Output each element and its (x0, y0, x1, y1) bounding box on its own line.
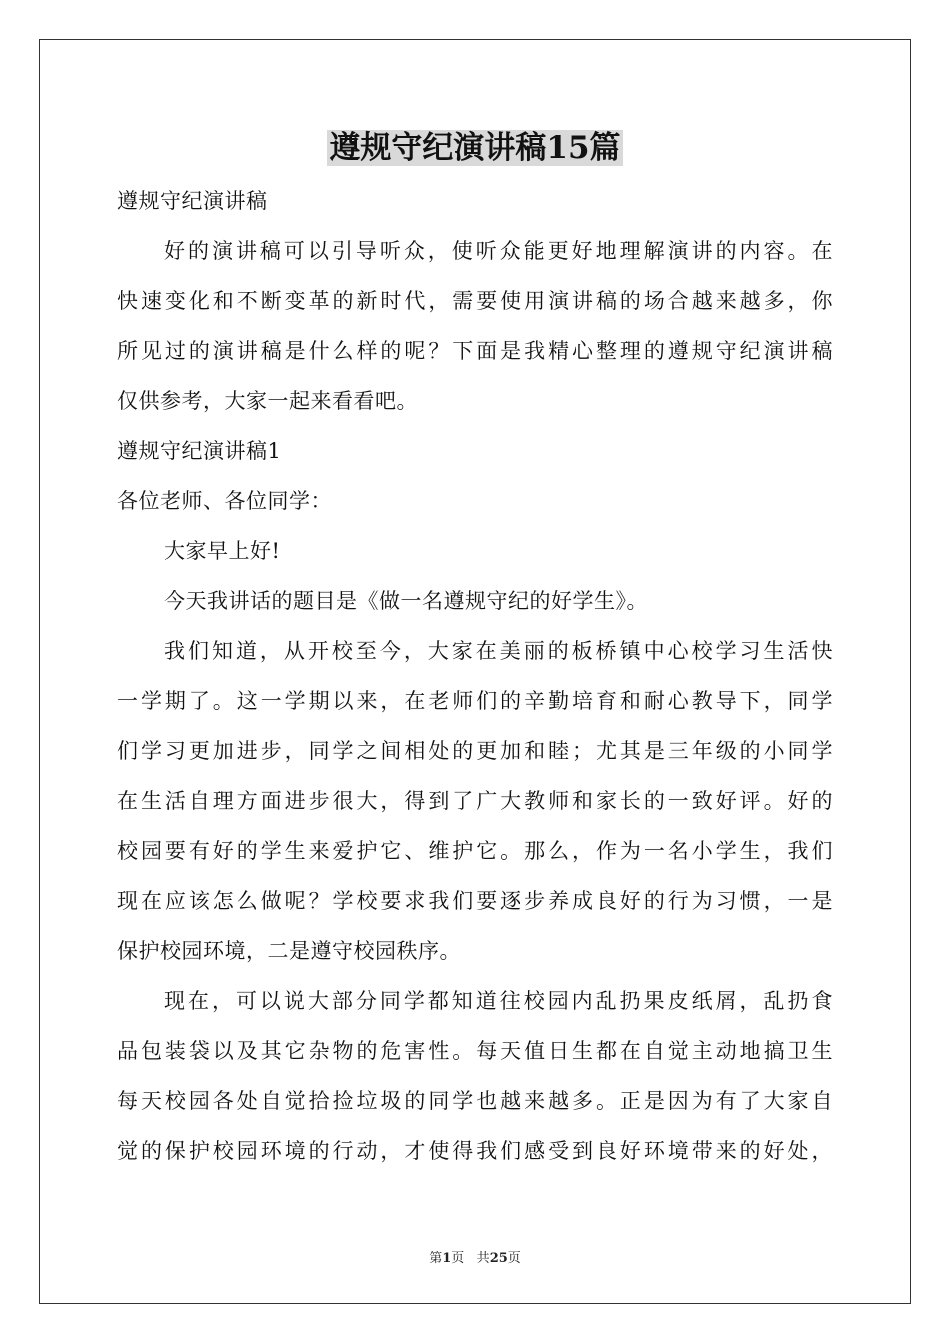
footer-total-pages: 25 (489, 1251, 508, 1266)
footer-current-page: 1 (442, 1251, 452, 1266)
document-body (117, 176, 833, 1176)
text-line: 我们知道，从开校至今，大家在美丽的板桥镇中心校学习生活快 (164, 639, 833, 663)
document-title-text: 遵规守纪演讲稿15篇 (329, 130, 621, 166)
footer-page-suffix: 页 (451, 1251, 465, 1266)
text-line: 品包装袋以及其它杂物的危害性。每天值日生都在自觉主动地搞卫生 (117, 1039, 833, 1063)
footer-total-suffix: 页 (507, 1251, 521, 1266)
text-line: 现在，可以说大部分同学都知道往校园内乱扔果皮纸屑，乱扔食 (164, 989, 833, 1013)
text-line: 今天我讲话的题目是《做一名遵规守纪的好学生》。 (164, 589, 648, 613)
text-line: 各位老师、各位同学： (117, 489, 332, 513)
footer-page-prefix: 第 (429, 1251, 443, 1266)
text-line: 在生活自理方面进步很大，得到了广大教师和家长的一致好评。好的 (117, 789, 833, 813)
text-line: 保护校园环境，二是遵守校园秩序。 (117, 939, 461, 963)
document-title (0, 126, 950, 170)
text-line: 遵规守纪演讲稿1 (117, 439, 282, 463)
text-line: 们学习更加进步，同学之间相处的更加和睦；尤其是三年级的小同学 (117, 739, 833, 763)
text-line: 每天校园各处自觉拾捡垃圾的同学也越来越多。正是因为有了大家自 (117, 1089, 833, 1113)
text-line: 好的演讲稿可以引导听众，使听众能更好地理解演讲的内容。在 (164, 239, 833, 263)
text-line: 大家早上好! (164, 539, 281, 563)
page-footer (0, 1250, 950, 1268)
text-line: 一学期了。这一学期以来，在老师们的辛勤培育和耐心教导下，同学 (117, 689, 833, 713)
footer-total-prefix: 共 (476, 1251, 490, 1266)
text-line: 校园要有好的学生来爱护它、维护它。那么，作为一名小学生，我们 (117, 839, 833, 863)
text-line: 仅供参考，大家一起来看看吧。 (117, 389, 418, 413)
text-line: 现在应该怎么做呢？学校要求我们要逐步养成良好的行为习惯，一是 (117, 889, 833, 913)
text-line: 觉的保护校园环境的行动，才使得我们感受到良好环境带来的好处， (117, 1139, 833, 1163)
text-line: 快速变化和不断变革的新时代，需要使用演讲稿的场合越来越多，你 (117, 289, 833, 313)
text-line: 所见过的演讲稿是什么样的呢？下面是我精心整理的遵规守纪演讲稿 (117, 339, 833, 363)
text-line: 遵规守纪演讲稿 (117, 189, 268, 213)
